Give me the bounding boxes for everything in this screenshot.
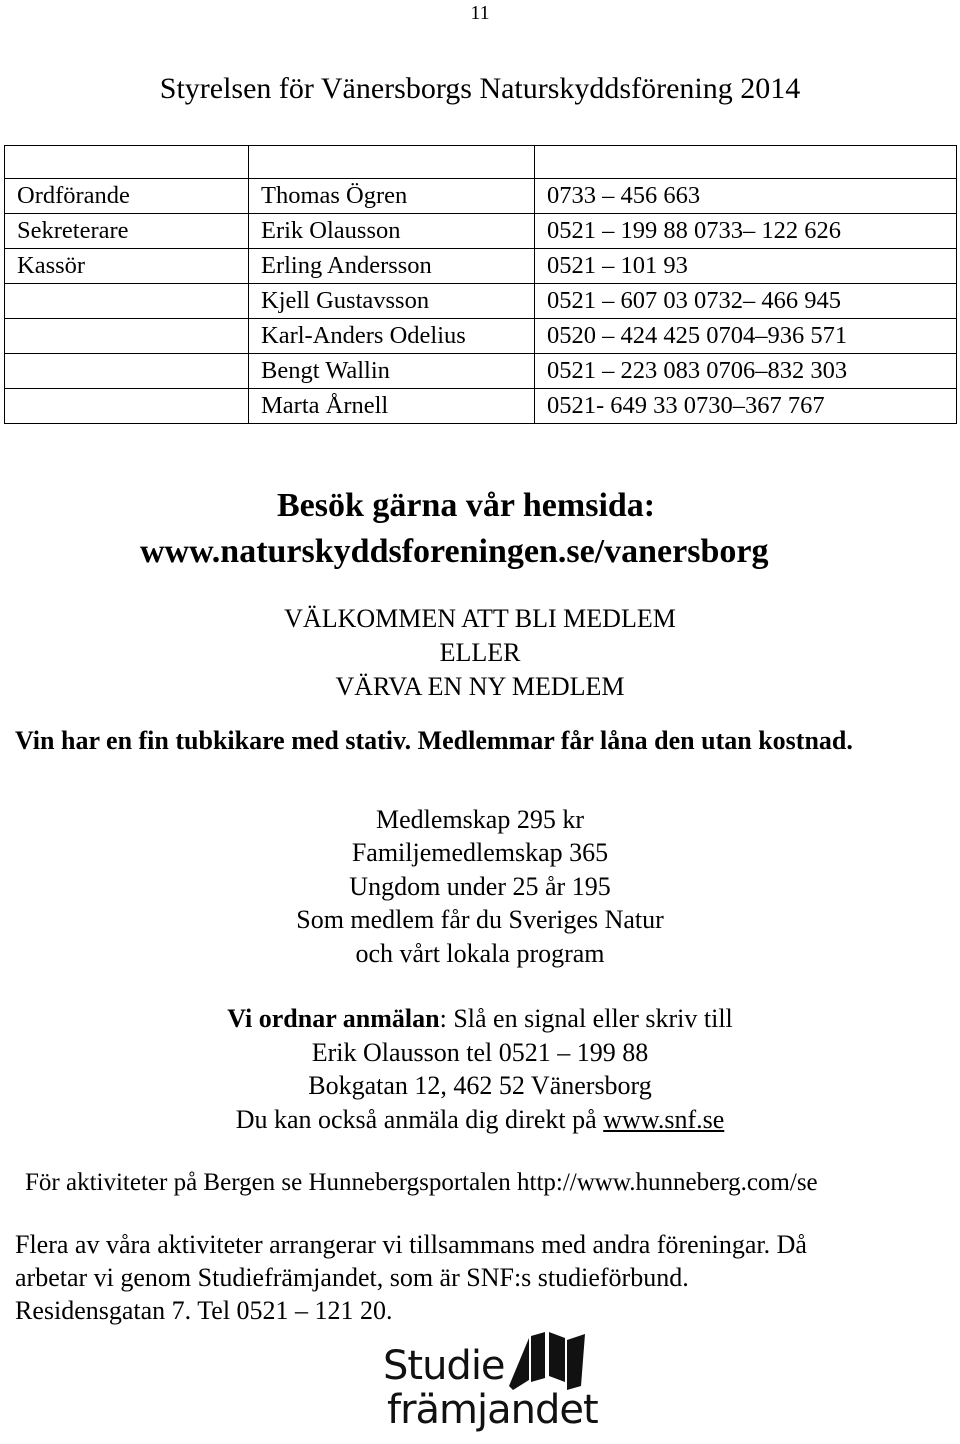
board-phone: 0521- 649 33 0730–367 767 bbox=[535, 389, 957, 424]
studie-paragraph-line: Flera av våra aktiviteter arrangerar vi tillsammans med andra föreningar. Då bbox=[15, 1230, 807, 1259]
registration-direct bbox=[0, 1103, 960, 1137]
snf-link[interactable]: www.snf.se bbox=[603, 1105, 725, 1134]
registration-lead bbox=[0, 1002, 960, 1036]
table-cell bbox=[5, 146, 249, 179]
board-phone: 0521 – 199 88 0733– 122 626 bbox=[535, 214, 957, 249]
board-table bbox=[4, 145, 957, 424]
board-name: Bengt Wallin bbox=[249, 354, 535, 389]
table-header-row bbox=[5, 146, 957, 179]
table-cell bbox=[535, 146, 957, 179]
board-phone: 0521 – 101 93 bbox=[535, 249, 957, 284]
table-cell bbox=[249, 146, 535, 179]
membership-line: Ungdom under 25 år 195 bbox=[349, 872, 611, 901]
board-phone: 0520 – 424 425 0704–936 571 bbox=[535, 319, 957, 354]
welcome-line: VÄLKOMMEN ATT BLI MEDLEM bbox=[284, 604, 676, 633]
registration-address: Bokgatan 12, 462 52 Vänersborg bbox=[308, 1071, 652, 1100]
registration-lead-rest: : Slå en signal eller skriv till bbox=[439, 1004, 733, 1033]
board-phone: 0521 – 607 03 0732– 466 945 bbox=[535, 284, 957, 319]
page-number: 11 bbox=[470, 2, 490, 24]
board-role bbox=[5, 389, 249, 424]
table-row bbox=[5, 179, 957, 214]
membership-line: Medlemskap 295 kr bbox=[376, 805, 584, 834]
welcome-line: VÄRVA EN NY MEDLEM bbox=[335, 672, 625, 701]
membership-line: Som medlem får du Sveriges Natur bbox=[296, 905, 664, 934]
studie-paragraph-line: arbetar vi genom Studiefrämjandet, som är SNF:s studieförbund. bbox=[15, 1263, 689, 1292]
table-row bbox=[5, 249, 957, 284]
board-role bbox=[5, 284, 249, 319]
membership-line: Familjemedlemskap 365 bbox=[351, 838, 609, 867]
registration-lead-bold: Vi ordnar anmälan bbox=[227, 1004, 440, 1033]
table-row bbox=[5, 354, 957, 389]
board-role: Ordförande bbox=[5, 179, 249, 214]
board-name: Erik Olausson bbox=[249, 214, 535, 249]
board-role: Sekreterare bbox=[5, 214, 249, 249]
logo-word-framjandet: främjandet bbox=[387, 1387, 598, 1433]
telescope-notice: Vin har en fin tubkikare med stativ. Medlemmar får låna den utan kostnad. bbox=[15, 726, 853, 755]
website-heading: Besök gärna vår hemsida: bbox=[277, 487, 656, 524]
registration-direct-text: Du kan också anmäla dig direkt på bbox=[235, 1105, 604, 1134]
website-url[interactable]: www.naturskyddsforeningen.se/vanersborg bbox=[140, 533, 769, 570]
board-role: Kassör bbox=[5, 249, 249, 284]
board-name: Thomas Ögren bbox=[249, 179, 535, 214]
board-role bbox=[5, 319, 249, 354]
board-phone: 0733 – 456 663 bbox=[535, 179, 957, 214]
book-icon bbox=[499, 1330, 589, 1390]
studiefraemjandet-logo bbox=[383, 1330, 598, 1442]
board-role bbox=[5, 354, 249, 389]
board-name: Erling Andersson bbox=[249, 249, 535, 284]
table-row bbox=[5, 389, 957, 424]
board-phone: 0521 – 223 083 0706–832 303 bbox=[535, 354, 957, 389]
studie-paragraph-line: Residensgatan 7. Tel 0521 – 121 20. bbox=[15, 1296, 393, 1325]
board-name: Marta Årnell bbox=[249, 389, 535, 424]
bergen-notice: För aktiviteter på Bergen se Hunnebergsportalen http://www.hunneberg.com/se bbox=[25, 1169, 818, 1196]
board-name: Karl-Anders Odelius bbox=[249, 319, 535, 354]
page-title: Styrelsen för Vänersborgs Naturskyddsförening 2014 bbox=[159, 72, 801, 105]
table-row bbox=[5, 214, 957, 249]
table-row bbox=[5, 284, 957, 319]
welcome-line: ELLER bbox=[439, 638, 521, 667]
table-row bbox=[5, 319, 957, 354]
membership-line: och vårt lokala program bbox=[355, 939, 605, 968]
board-name: Kjell Gustavsson bbox=[249, 284, 535, 319]
registration-contact: Erik Olausson tel 0521 – 199 88 bbox=[311, 1038, 649, 1067]
logo-word-studie: Studie bbox=[383, 1343, 505, 1389]
